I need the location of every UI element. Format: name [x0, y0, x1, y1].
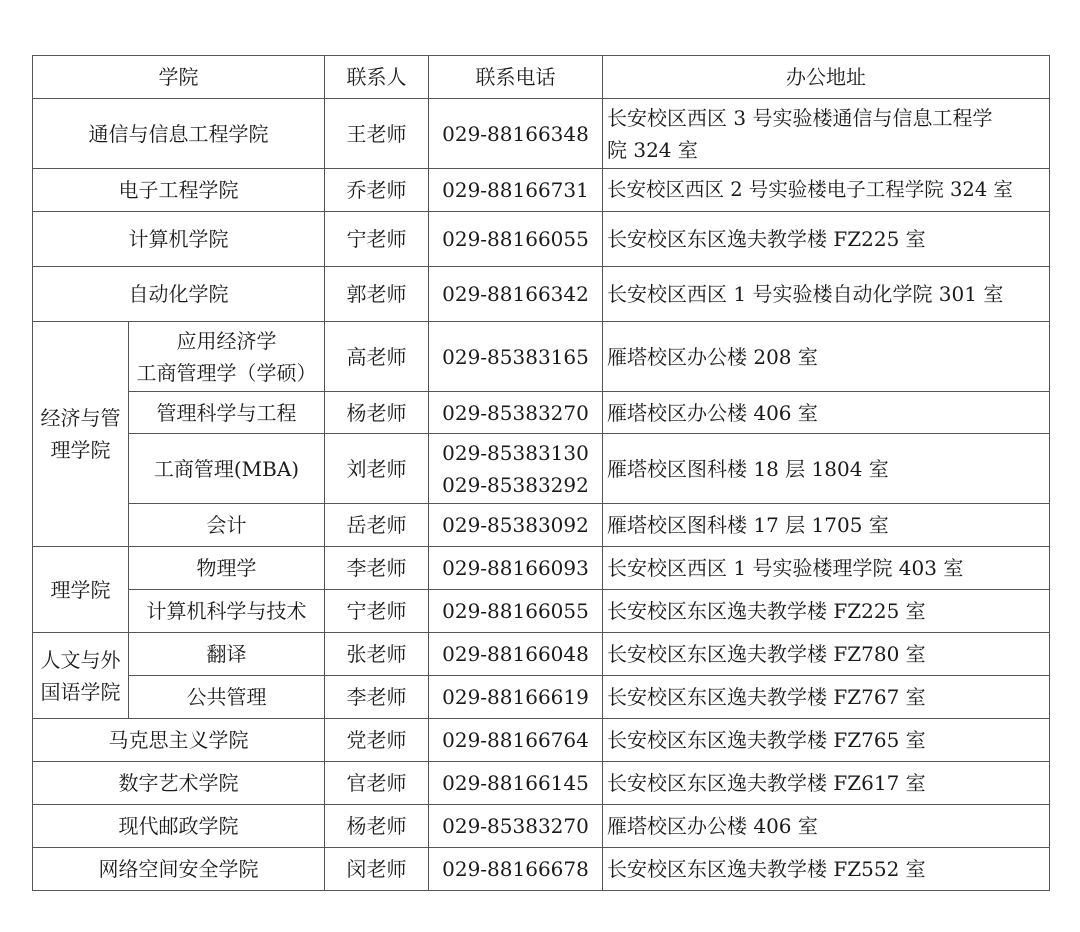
college-cell: 现代邮政学院: [33, 805, 325, 848]
college-cell: 计算机学院: [33, 212, 325, 267]
contact-cell: 李老师: [325, 676, 429, 719]
college-cell: 通信与信息工程学院: [33, 99, 325, 169]
contact-cell: 宁老师: [325, 212, 429, 267]
phone-cell: 029-88166055: [429, 590, 603, 633]
phone-cell: 029-88166342: [429, 267, 603, 322]
address-cell: 雁塔校区办公楼 406 室: [603, 805, 1050, 848]
phone-line: 029-85383130: [442, 440, 589, 465]
table-row: [33, 590, 1050, 633]
table-row: [33, 848, 1050, 891]
college-group-cell: [33, 633, 129, 719]
phone-cell: 029-88166619: [429, 676, 603, 719]
phone-cell: 029-88166145: [429, 762, 603, 805]
phone-cell: 029-88166348: [429, 99, 603, 169]
table-row: [33, 392, 1050, 434]
table-row: [33, 805, 1050, 848]
table-row: [33, 99, 1050, 169]
contact-cell: 王老师: [325, 99, 429, 169]
address-cell: 雁塔校区办公楼 406 室: [603, 392, 1050, 434]
table-row: [33, 322, 1050, 392]
contact-cell: 官老师: [325, 762, 429, 805]
college-cell: 数字艺术学院: [33, 762, 325, 805]
phone-cell: 029-85383092: [429, 504, 603, 547]
table-row: [33, 267, 1050, 322]
address-cell: 雁塔校区办公楼 208 室: [603, 322, 1050, 392]
contact-cell: 宁老师: [325, 590, 429, 633]
phone-cell: 029-88166731: [429, 169, 603, 212]
address-cell: 长安校区东区逸夫教学楼 FZ765 室: [603, 719, 1050, 762]
phone-cell: [429, 434, 603, 504]
contact-cell: 党老师: [325, 719, 429, 762]
table-row: [33, 169, 1050, 212]
contact-cell: 闵老师: [325, 848, 429, 891]
header-contact: 联系人: [325, 56, 429, 99]
major-cell: 工商管理(MBA): [129, 434, 325, 504]
major-cell: 翻译: [129, 633, 325, 676]
header-college: 学院: [33, 56, 325, 99]
address-cell: 长安校区东区逸夫教学楼 FZ767 室: [603, 676, 1050, 719]
address-cell: 长安校区西区 1 号实验楼理学院 403 室: [603, 547, 1050, 590]
header-phone: 联系电话: [429, 56, 603, 99]
table-row: [33, 434, 1050, 504]
contact-cell: 乔老师: [325, 169, 429, 212]
address-cell: 雁塔校区图科楼 18 层 1804 室: [603, 434, 1050, 504]
college-cell: 马克思主义学院: [33, 719, 325, 762]
college-group-cell: 理学院: [33, 547, 129, 633]
address-line: 院 324 室: [607, 137, 698, 162]
college-line: 经济与管: [40, 406, 121, 430]
phone-cell: 029-88166048: [429, 633, 603, 676]
address-cell: 雁塔校区图科楼 17 层 1705 室: [603, 504, 1050, 547]
college-line: 国语学院: [40, 679, 121, 704]
college-cell: 电子工程学院: [33, 169, 325, 212]
major-cell: 会计: [129, 504, 325, 547]
contact-cell: 岳老师: [325, 504, 429, 547]
college-cell: 网络空间安全学院: [33, 848, 325, 891]
table-row: [33, 547, 1050, 590]
address-line: 长安校区西区 3 号实验楼通信与信息工程学: [607, 105, 993, 130]
address-cell: 长安校区东区逸夫教学楼 FZ617 室: [603, 762, 1050, 805]
phone-line: 029-85383292: [442, 472, 589, 497]
table-row: [33, 719, 1050, 762]
major-line: 工商管理学（学硕）: [136, 360, 317, 385]
major-cell: 公共管理: [129, 676, 325, 719]
address-cell: 长安校区西区 2 号实验楼电子工程学院 324 室: [603, 169, 1050, 212]
major-line: 应用经济学: [176, 328, 277, 353]
college-cell: 自动化学院: [33, 267, 325, 322]
phone-cell: 029-85383270: [429, 805, 603, 848]
major-cell: [129, 322, 325, 392]
major-cell: 物理学: [129, 547, 325, 590]
contact-cell: 高老师: [325, 322, 429, 392]
contact-cell: 李老师: [325, 547, 429, 590]
address-cell: 长安校区东区逸夫教学楼 FZ780 室: [603, 633, 1050, 676]
header-address: 办公地址: [603, 56, 1050, 99]
table-row: [33, 633, 1050, 676]
address-cell: 长安校区东区逸夫教学楼 FZ225 室: [603, 590, 1050, 633]
major-cell: 计算机科学与技术: [129, 590, 325, 633]
contact-cell: 杨老师: [325, 805, 429, 848]
address-cell: 长安校区东区逸夫教学楼 FZ552 室: [603, 848, 1050, 891]
address-cell: 长安校区西区 1 号实验楼自动化学院 301 室: [603, 267, 1050, 322]
table-row: [33, 212, 1050, 267]
contact-cell: 郭老师: [325, 267, 429, 322]
address-cell: 长安校区东区逸夫教学楼 FZ225 室: [603, 212, 1050, 267]
contact-cell: 刘老师: [325, 434, 429, 504]
table-row: [33, 676, 1050, 719]
contact-cell: 张老师: [325, 633, 429, 676]
phone-cell: 029-85383270: [429, 392, 603, 434]
phone-cell: 029-88166678: [429, 848, 603, 891]
header-row: [33, 56, 1050, 99]
college-group-cell: [33, 322, 129, 547]
contact-table: [32, 55, 1050, 891]
contact-cell: 杨老师: [325, 392, 429, 434]
phone-cell: 029-88166055: [429, 212, 603, 267]
address-cell: [603, 99, 1050, 169]
table-row: [33, 762, 1050, 805]
college-line: 人文与外: [40, 647, 121, 672]
table-row: [33, 504, 1050, 547]
phone-cell: 029-88166093: [429, 547, 603, 590]
phone-cell: 029-88166764: [429, 719, 603, 762]
major-cell: 管理科学与工程: [129, 392, 325, 434]
college-line: 理学院: [50, 438, 111, 462]
phone-cell: 029-85383165: [429, 322, 603, 392]
